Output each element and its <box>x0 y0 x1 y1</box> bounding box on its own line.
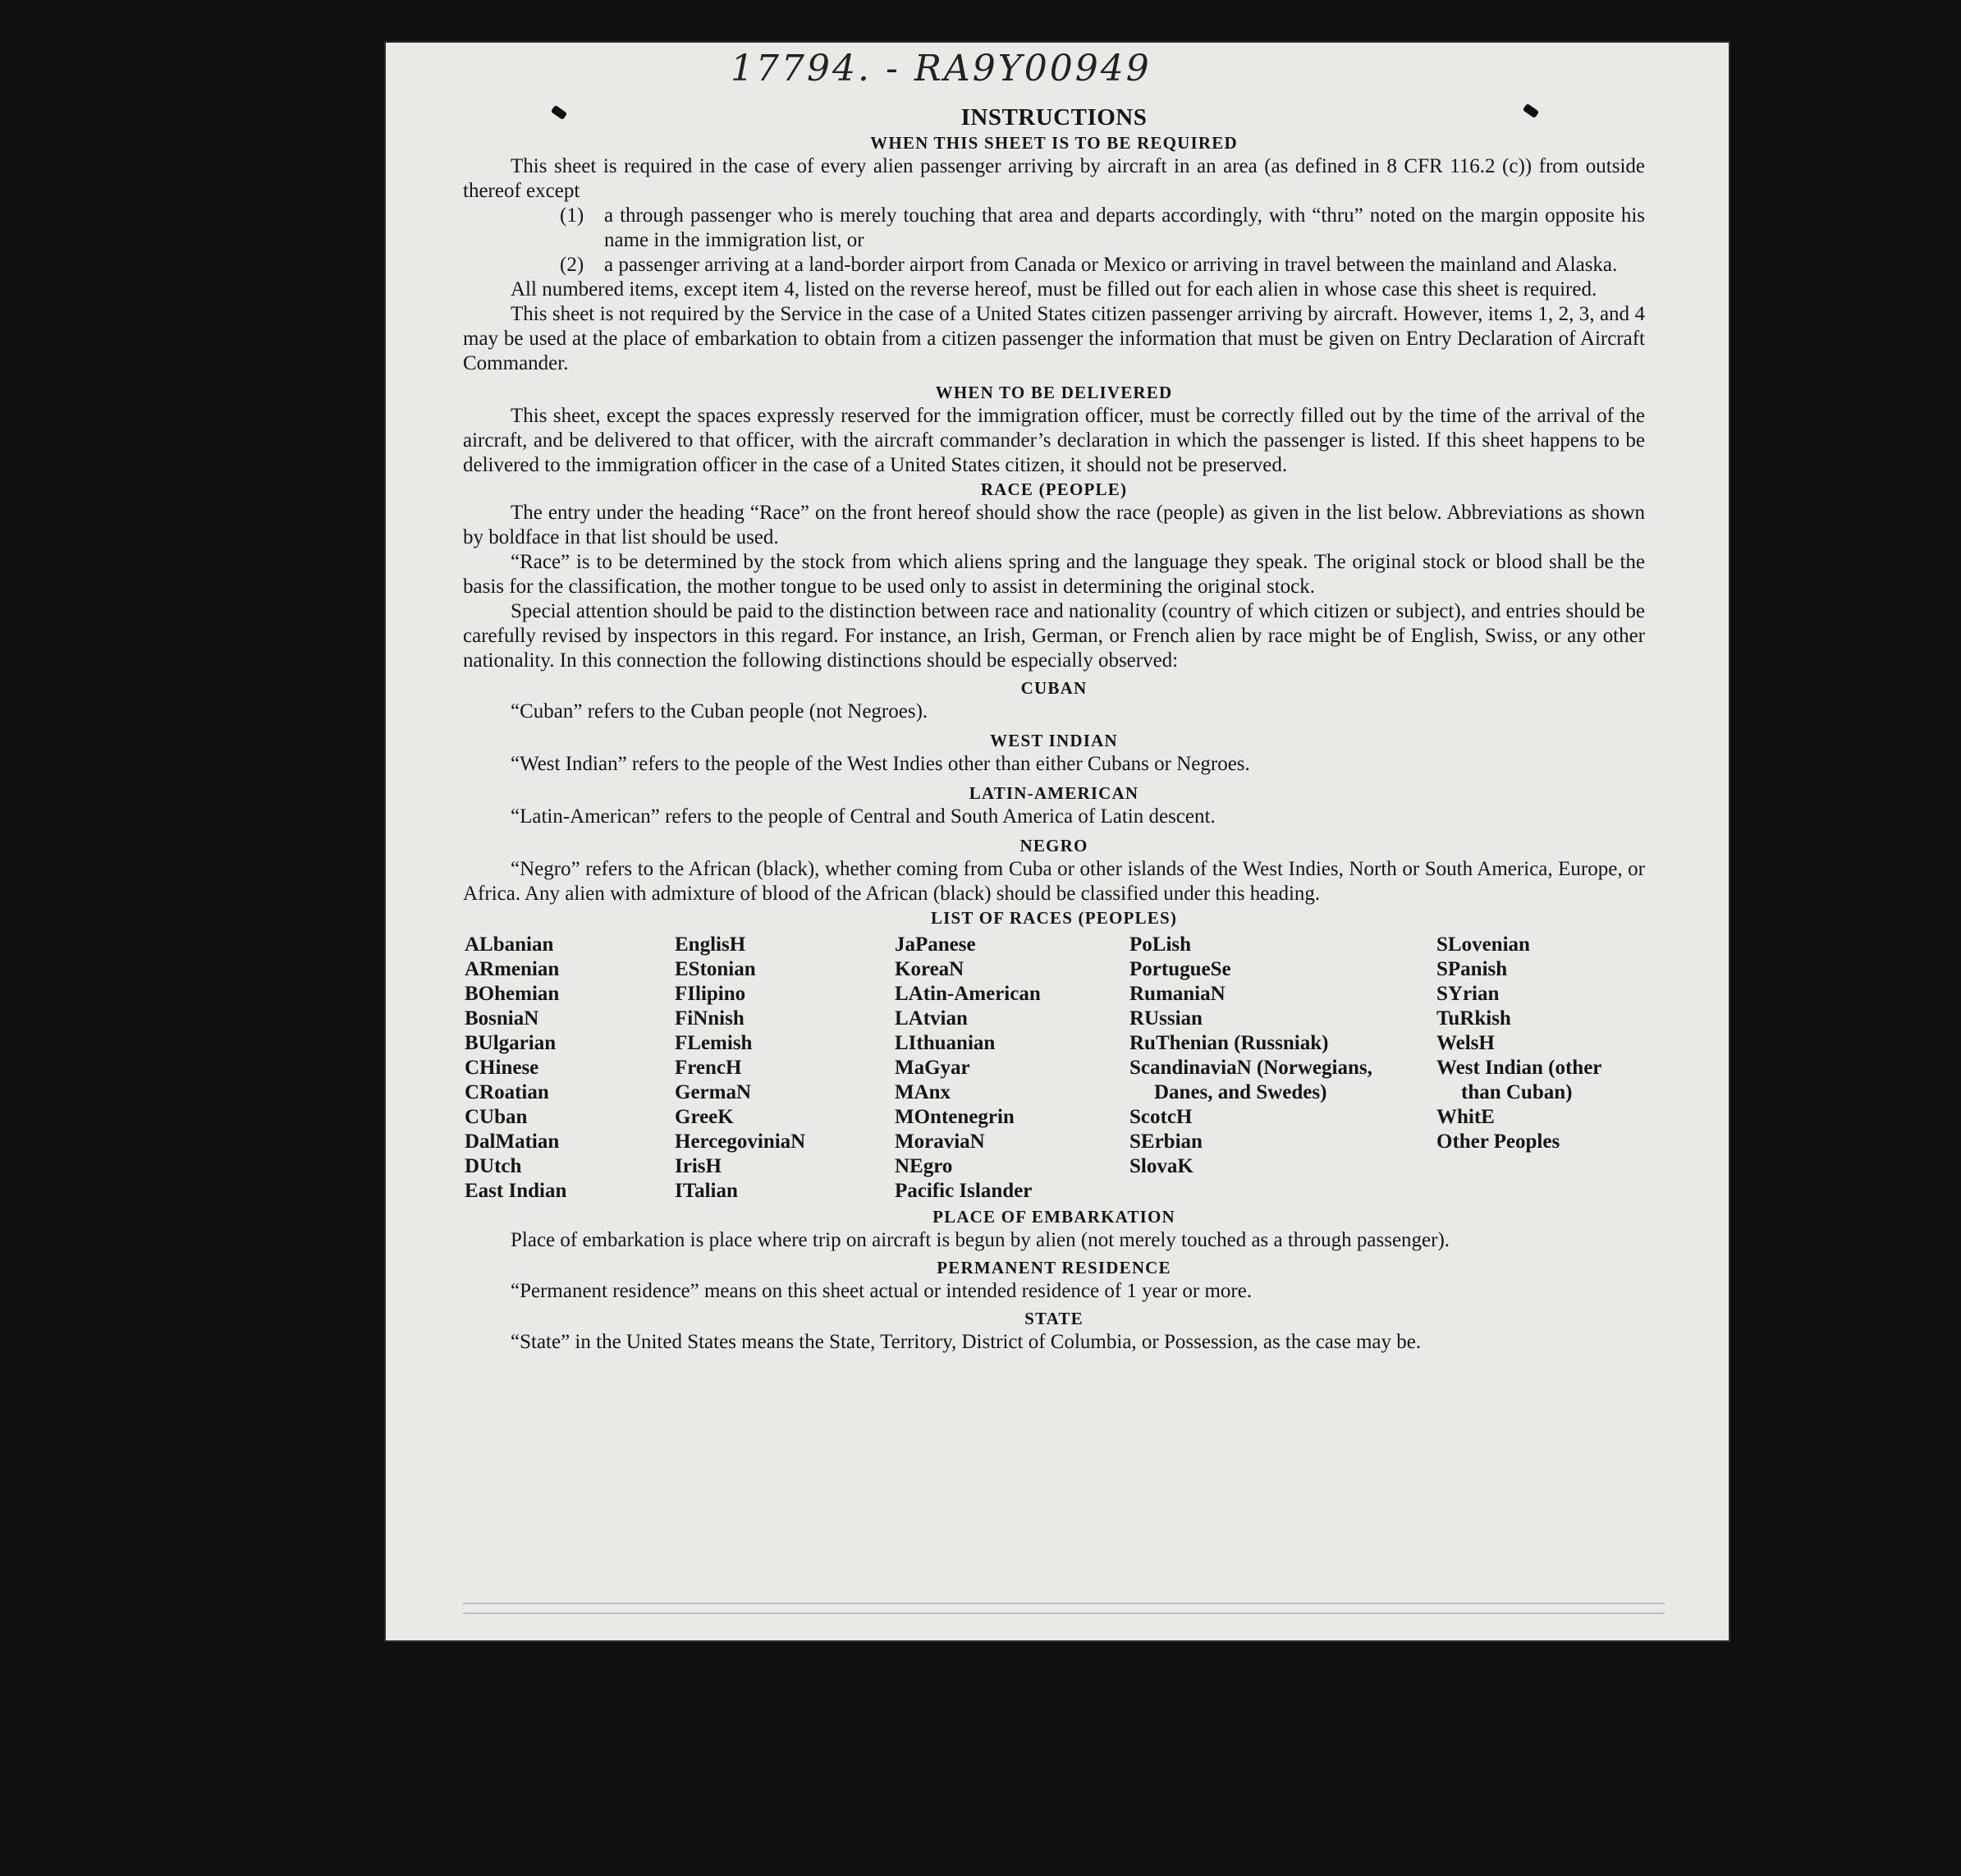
race-item: JaPanese <box>895 933 976 956</box>
races-column <box>675 933 805 1204</box>
paragraph: This sheet is required in the case of every alien passenger arriving by aircraft in an area (as defined in 8 CFR 116.2 (c)) from outside thereof except <box>463 155 1645 202</box>
heading-place-of-embarkation: PLACE OF EMBARKATION <box>932 1207 1175 1227</box>
heading-negro: NEGRO <box>1019 836 1088 855</box>
race-item: PortugueSe <box>1129 958 1231 980</box>
race-item: NEgro <box>895 1155 953 1177</box>
race-item: EStonian <box>675 958 756 980</box>
paragraph: Special attention should be paid to the distinction between race and nationality (country of which citizen or subject), and entries should be carefully revised by inspectors in this regard. For instance, an Irish, German, or French alien by race might be of English, Swiss, or any other nationality. In this connection the following distinctions should be especially observed: <box>463 600 1645 672</box>
race-item: MoraviaN <box>895 1131 985 1153</box>
races-column <box>465 933 566 1204</box>
heading-latin-american: LATIN-AMERICAN <box>969 783 1139 803</box>
race-item: SPanish <box>1436 958 1508 980</box>
race-item: SErbian <box>1129 1131 1203 1153</box>
heading-list-of-races: LIST OF RACES (PEOPLES) <box>930 908 1178 928</box>
item-number: (1) <box>560 204 584 227</box>
race-item: BOhemian <box>465 983 560 1005</box>
race-item: LAtin-American <box>895 983 1041 1005</box>
race-item: PoLish <box>1129 933 1192 956</box>
race-item: SYrian <box>1436 983 1500 1005</box>
paragraph: “Cuban” refers to the Cuban people (not Negroes). <box>511 700 928 722</box>
race-item: MOntenegrin <box>895 1106 1015 1128</box>
race-item: West Indian (other than Cuban) <box>1436 1057 1601 1103</box>
document-page <box>384 41 1730 1642</box>
paragraph: “West Indian” refers to the people of the West Indies other than either Cubans or Negroes. <box>511 753 1250 775</box>
race-item: BosniaN <box>465 1007 539 1030</box>
bleed-through-line <box>463 1612 1665 1614</box>
race-item: MAnx <box>895 1081 951 1103</box>
race-item: ALbanian <box>465 933 554 956</box>
heading-state: STATE <box>1024 1309 1084 1328</box>
item-text: a through passenger who is merely touching that area and departs accordingly, with “thru” noted on the margin opposite his name in the immigration list, or <box>604 204 1645 251</box>
paragraph: “Latin-American” refers to the people of Central and South America of Latin descent. <box>511 805 1216 828</box>
race-item: Other Peoples <box>1436 1131 1560 1153</box>
item-number: (2) <box>560 254 584 276</box>
list-item <box>560 253 1645 278</box>
bleed-through-line <box>463 1603 1665 1604</box>
paragraph: “Negro” refers to the African (black), whether coming from Cuba or other islands of the West Indies, North or South America, Europe, or Africa. Any alien with admixture of blood of the African (black) should be classified under this heading. <box>463 858 1645 905</box>
paragraph: This sheet is not required by the Service in the case of a United States citizen passenger arriving by aircraft. However, items 1, 2, 3, and 4 may be used at the place of embarkation to obtain from a citizen passenger the information that must be given on Entry Declaration of Aircraft Commander. <box>463 303 1645 374</box>
races-column <box>895 933 1041 1204</box>
race-item: EnglisH <box>675 933 746 956</box>
paragraph: “Permanent residence” means on this sheet actual or intended residence of 1 year or more. <box>511 1280 1253 1302</box>
race-item: DalMatian <box>465 1131 560 1153</box>
race-item: CHinese <box>465 1057 539 1079</box>
race-item: LAtvian <box>895 1007 968 1030</box>
race-item: HercegoviniaN <box>675 1131 806 1153</box>
list-item <box>560 204 1645 253</box>
item-text: a passenger arriving at a land-border airport from Canada or Mexico or arriving in travel between the mainland and Alaska. <box>604 254 1618 276</box>
race-item: MaGyar <box>895 1057 970 1079</box>
race-item: East Indian <box>465 1180 567 1202</box>
race-item: IrisH <box>675 1155 722 1177</box>
heading-when-delivered: WHEN TO BE DELIVERED <box>935 383 1173 402</box>
races-column <box>1129 933 1376 1179</box>
races-list <box>463 933 1645 1205</box>
race-item: RumaniaN <box>1129 983 1226 1005</box>
paragraph: Place of embarkation is place where trip on aircraft is begun by alien (not merely touched as a through passenger). <box>511 1229 1450 1251</box>
race-item: ITalian <box>675 1180 738 1202</box>
race-item: TuRkish <box>1436 1007 1511 1030</box>
race-item: ARmenian <box>465 958 560 980</box>
race-item: GreeK <box>675 1106 734 1128</box>
race-item: ScotcH <box>1129 1106 1193 1128</box>
race-item: GermaN <box>675 1081 752 1103</box>
race-item: CUban <box>465 1106 528 1128</box>
race-item: ScandinaviaN (Norwegians, Danes, and Swedes) <box>1129 1057 1372 1103</box>
paragraph: The entry under the heading “Race” on the front hereof should show the race (people) as given in the list below. Abbreviations as shown by boldface in that list should be used. <box>463 502 1645 548</box>
paragraph: “Race” is to be determined by the stock from which aliens spring and the language they speak. The original stock or blood shall be the basis for the classification, the mother tongue to be used only to assist in determining the original stock. <box>463 551 1645 598</box>
heading-permanent-residence: PERMANENT RESIDENCE <box>937 1258 1171 1277</box>
heading-race: RACE (PEOPLE) <box>980 479 1128 499</box>
paragraph: All numbered items, except item 4, listed on the reverse hereof, must be filled out for each alien in whose case this sheet is required. <box>511 278 1597 300</box>
paragraph: “State” in the United States means the State, Territory, District of Columbia, or Possession, as the case may be. <box>511 1331 1422 1353</box>
race-item: RuThenian (Russniak) <box>1129 1032 1329 1054</box>
page-title: INSTRUCTIONS <box>960 104 1148 131</box>
race-item: BUlgarian <box>465 1032 557 1054</box>
instructions-body <box>463 103 1645 1355</box>
paragraph: This sheet, except the spaces expressly reserved for the immigration officer, must be correctly filled out by the time of the arrival of the aircraft, and be delivered to that officer, with the aircraft commander’s declaration in which the passenger is listed. If this sheet happens to be delivered to the immigration officer in the case of a United States citizen, it should not be preserved. <box>463 405 1645 476</box>
race-item: FiNnish <box>675 1007 745 1030</box>
race-item: FLemish <box>675 1032 753 1054</box>
heading-when-required: WHEN THIS SHEET IS TO BE REQUIRED <box>870 133 1238 153</box>
heading-west-indian: WEST INDIAN <box>990 731 1118 750</box>
race-item: SlovaK <box>1129 1155 1194 1177</box>
race-item: RUssian <box>1129 1007 1203 1030</box>
race-item: FrencH <box>675 1057 742 1079</box>
race-item: Pacific Islander <box>895 1180 1033 1202</box>
race-item: LIthuanian <box>895 1032 996 1054</box>
race-item: WhitE <box>1436 1106 1495 1128</box>
race-item: SLovenian <box>1436 933 1530 956</box>
heading-cuban: CUBAN <box>1020 678 1088 698</box>
race-item: FIlipino <box>675 983 746 1005</box>
race-item: CRoatian <box>465 1081 549 1103</box>
races-column <box>1436 933 1642 1154</box>
race-item: WelsH <box>1436 1032 1495 1054</box>
race-item: DUtch <box>465 1155 522 1177</box>
handwritten-reference: 17794. - RA9Y00949 <box>731 48 1152 89</box>
race-item: KoreaN <box>895 958 964 980</box>
